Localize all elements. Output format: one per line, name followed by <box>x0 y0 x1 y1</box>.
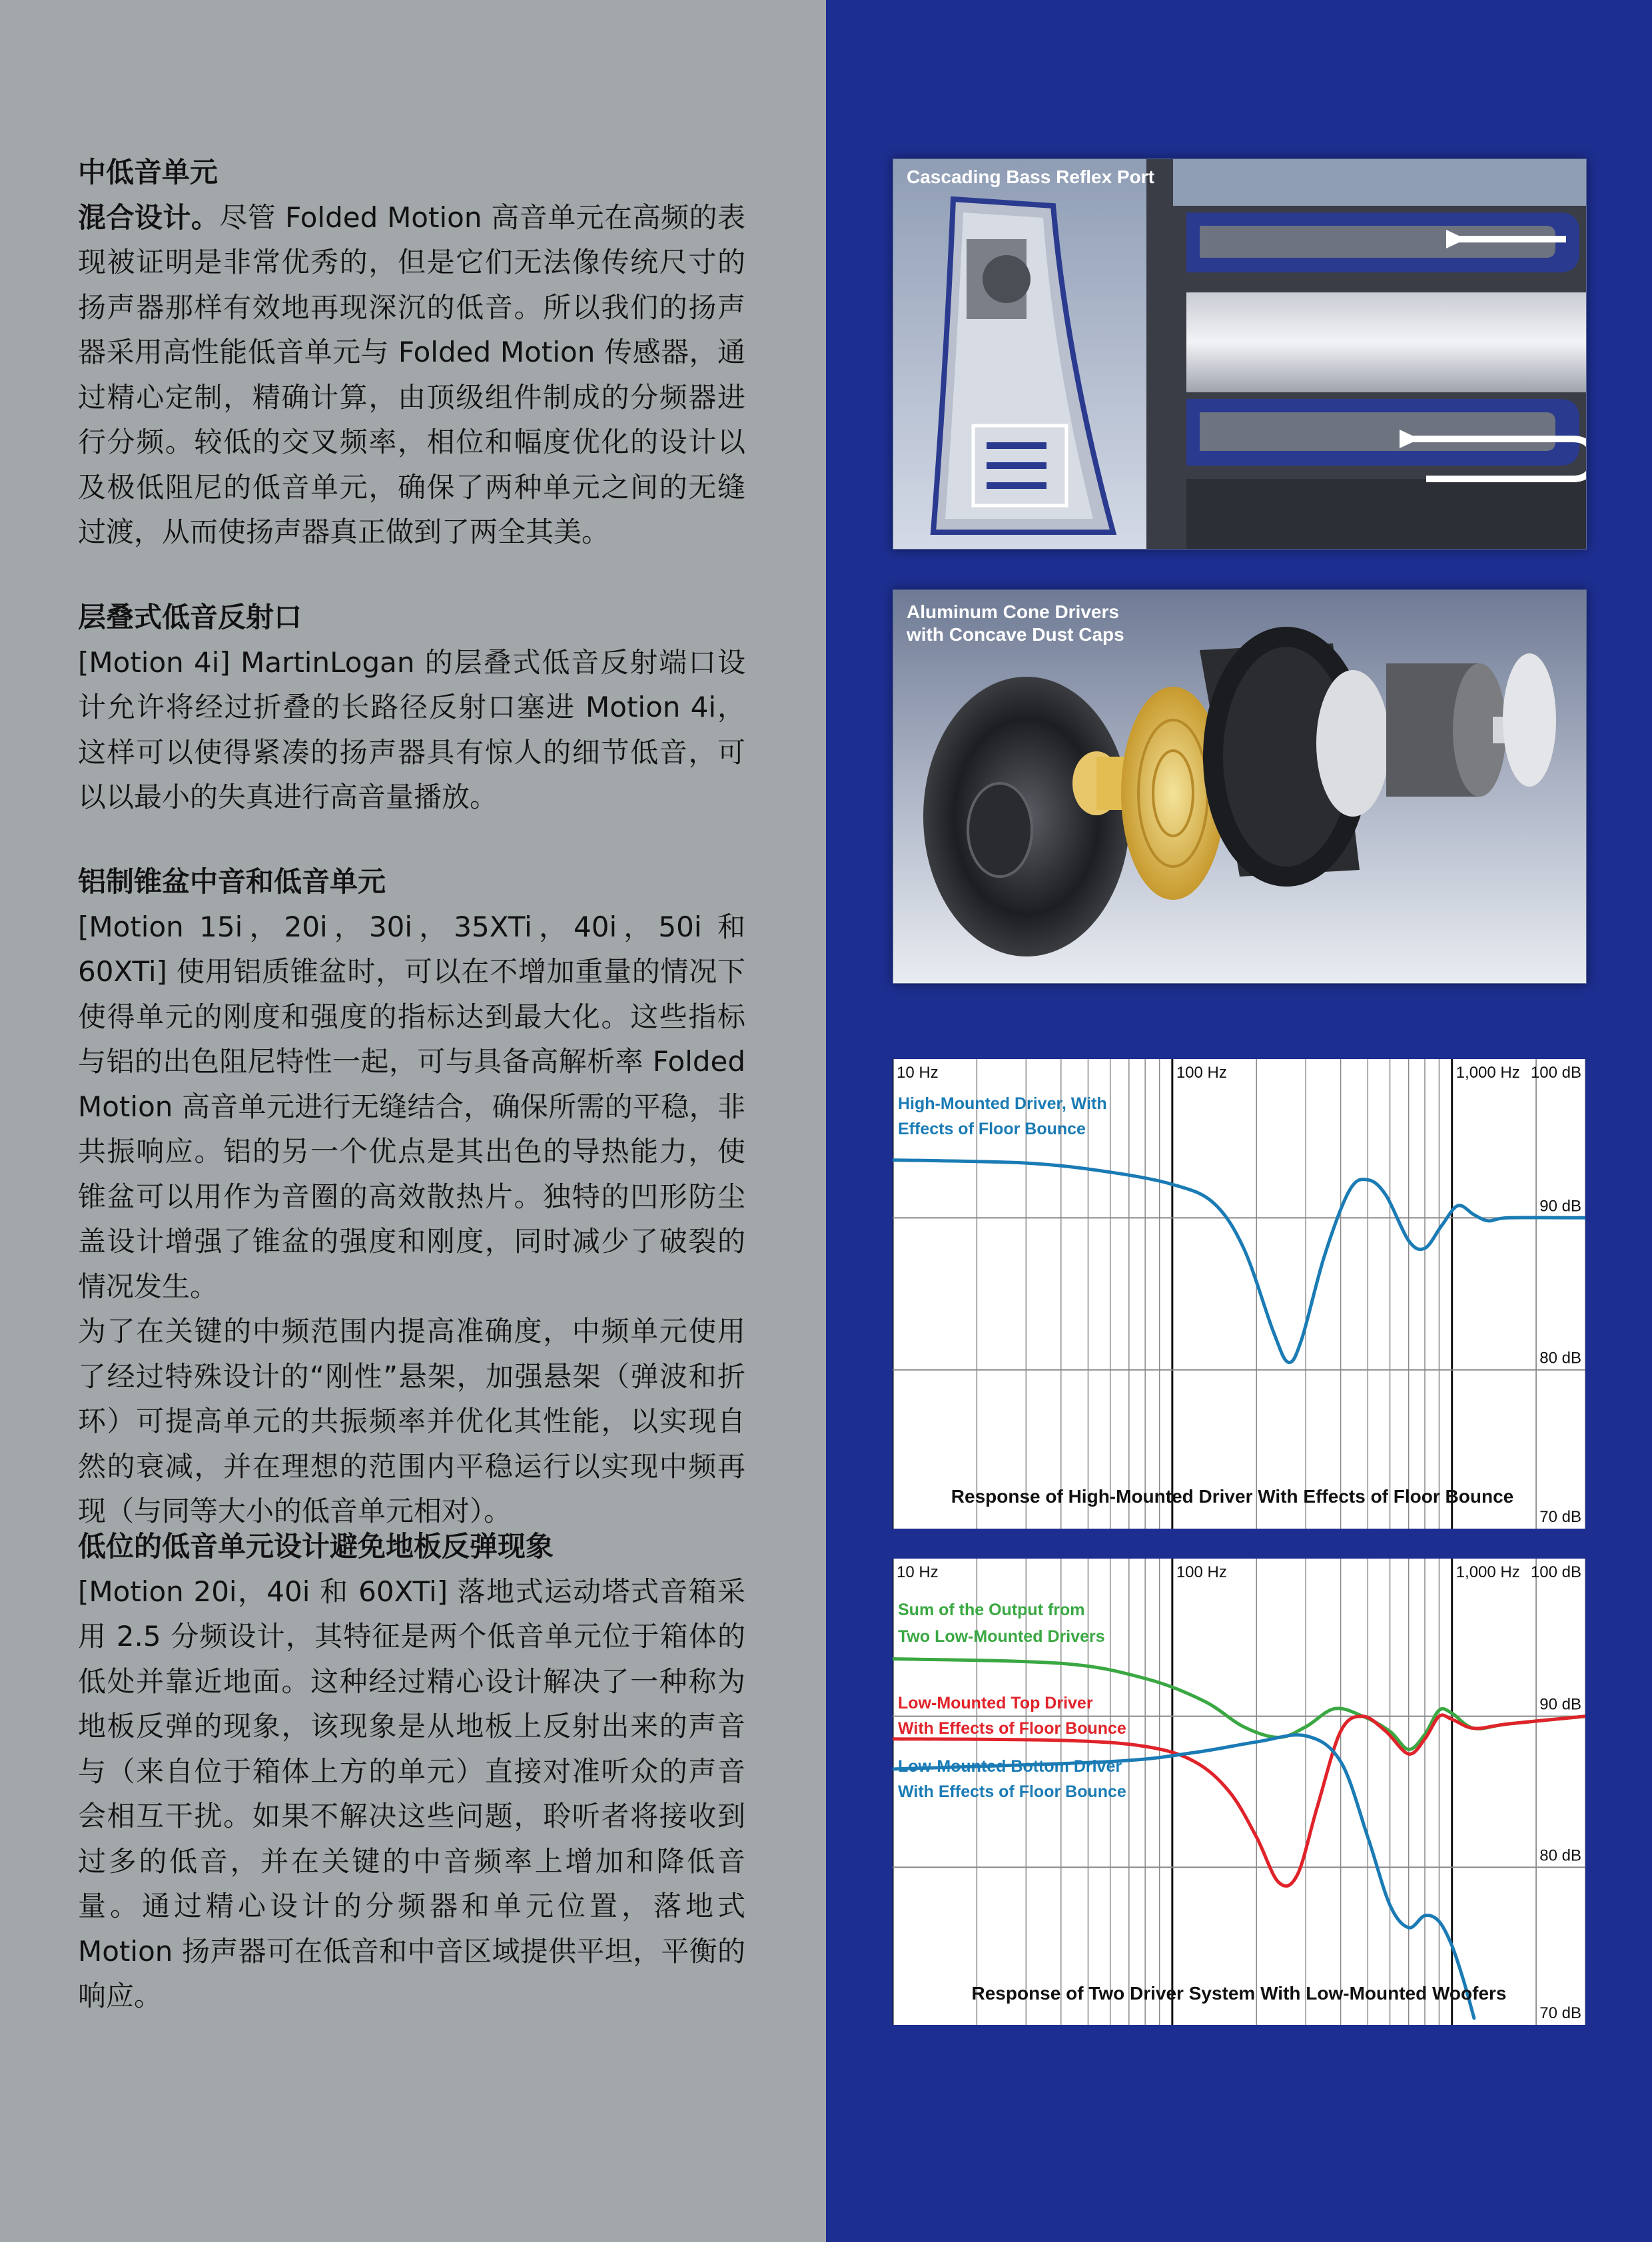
section-heading: 层叠式低音反射口 <box>78 601 302 633</box>
section-heading: 低位的低音单元设计避免地板反弹现象 <box>78 1530 554 1563</box>
section-body <box>78 195 745 555</box>
series-line <box>893 1160 1585 1363</box>
y-tick-label: 70 dB <box>1539 2004 1581 2022</box>
series-label: Effects of Floor Bounce <box>898 1120 1086 1138</box>
section-body-continued: 为了在关键的中频范围内提高准确度，中频单元使用了经过特殊设计的“刚性”悬架，加强悬架（弹波和折环）可提高单元的共振频率并优化其性能，以实现自然的衰减，并在理想的范围内平稳运行以实现中频再现（与同等大小的低音单元相对）。 <box>78 1315 745 1527</box>
chart-two-driver-svg <box>893 1559 1585 2025</box>
series-label: With Effects of Floor Bounce <box>898 1782 1126 1801</box>
y-tick-label: 90 dB <box>1539 1197 1581 1216</box>
series-label: Sum of the Output from <box>898 1601 1085 1619</box>
section-body: [Motion 15i，20i，30i，35XTi，40i，50i 和 60XTi] 使用铝质锥盆时，可以在不增加重量的情况下使得单元的刚度和强度的指标达到最大化。这些指标与铝的出色阻尼特性一起，可与具备高解析率 Folded Motion 高音单元进行无缝结合，确保所需的平稳，非共振响应。铝的另一个优点是其出色的导热能力，使锥盆可以用作为音圈的高效散热片。独特的凹形防尘盖设计增强了锥盆的强度和刚度，同时减少了破裂的情况发生。 <box>78 910 745 1303</box>
chart-series <box>893 1160 1585 1363</box>
section-heading: 铝制锥盆中音和低音单元 <box>78 865 386 898</box>
x-tick-label: 1,000 Hz <box>1455 1563 1520 1581</box>
section-mid-bass-drivers <box>78 150 745 555</box>
section-heading: 中低音单元 <box>78 156 218 188</box>
x-tick-label: 1,000 Hz <box>1455 1064 1520 1082</box>
series-label: With Effects of Floor Bounce <box>898 1719 1126 1738</box>
chart-legend <box>898 1601 1126 1801</box>
section-lead: 混合设计。 <box>78 200 220 234</box>
chart-title: Response of Two Driver System With Low-Mounted Woofers <box>971 1983 1507 2004</box>
section-body-text: 尽管 Folded Motion 高音单元在高频的表现被证明是非常优秀的，但是它们无法像传统尺寸的扬声器那样有效地再现深沉的低音。所以我们的扬声器采用高性能低音单元与 Folded Motion 传感器，通过精心定制，精确计算，由顶级组件制成的分频器进行分频。较低的交叉频率，相位和幅度优化的设计以及极低阻尼的低音单元，确保了两种单元之间的无缝过渡，从而使扬声器真正做到了两全其美。 <box>78 200 745 548</box>
series-label: Two Low-Mounted Drivers <box>898 1627 1105 1646</box>
chart-series <box>893 1659 1585 2019</box>
section-floor-bounce <box>78 1524 745 2019</box>
frequency-response-chart-two-driver <box>893 1559 1585 2025</box>
section-bass-reflex-port <box>78 595 745 820</box>
y-tick-label: 80 dB <box>1539 1846 1581 1865</box>
x-tick-label: 10 Hz <box>897 1563 939 1581</box>
bass-port-caption: Cascading Bass Reflex Port <box>907 167 1154 187</box>
y-tick-label: 100 dB <box>1530 1064 1581 1082</box>
series-label: Low-Mounted Top Driver <box>898 1694 1093 1712</box>
cone-driver-image <box>893 589 1587 984</box>
y-tick-label: 100 dB <box>1530 1563 1581 1581</box>
y-tick-label: 70 dB <box>1539 1508 1581 1526</box>
frequency-response-chart-high-mounted <box>893 1059 1585 1529</box>
section-body: [Motion 20i，40i 和 60XTi] 落地式运动塔式音箱采用 2.5 分频设计，其特征是两个低音单元位于箱体的低处并靠近地面。这种经过精心设计解决了一种称为地板反弹的现象，该现象是从地板上反射出来的声音与（来自位于箱体上方的单元）直接对准听众的声音会相互干扰。如果不解决这些问题，聆听者将接收到过多的低音，并在关键的中音频率上增加和降低音量。通过精心设计的分频器和单元位置，落地式 Motion 扬声器可在低音和中音区域提供平坦，平衡的响应。 <box>78 1575 745 2012</box>
x-tick-label: 100 Hz <box>1176 1563 1227 1581</box>
bass-reflex-port-image <box>893 159 1587 550</box>
series-label: High-Mounted Driver, With <box>898 1094 1107 1113</box>
section-body: [Motion 4i] MartinLogan 的层叠式低音反射端口设计允许将经过折叠的长路径反射口塞进 Motion 4i，这样可以使得紧凑的扬声器具有惊人的细节低音，可以以最小的失真进行高音量播放。 <box>78 645 745 813</box>
series-label: Low-Mounted Bottom Driver <box>898 1757 1122 1776</box>
chart-legend <box>898 1094 1107 1138</box>
series-line <box>893 1735 1474 2018</box>
cone-caption-line2: with Concave Dust Caps <box>907 624 1124 645</box>
chart-title: Response of High-Mounted Driver With Effects of Floor Bounce <box>951 1486 1514 1507</box>
x-tick-label: 10 Hz <box>897 1064 939 1082</box>
chart-high-mounted-svg <box>893 1059 1585 1529</box>
section-aluminum-cone-drivers <box>78 859 745 1534</box>
y-tick-label: 90 dB <box>1539 1695 1581 1714</box>
y-tick-label: 80 dB <box>1539 1349 1581 1367</box>
cone-caption-line1: Aluminum Cone Drivers <box>907 601 1119 622</box>
x-tick-label: 100 Hz <box>1176 1064 1227 1082</box>
